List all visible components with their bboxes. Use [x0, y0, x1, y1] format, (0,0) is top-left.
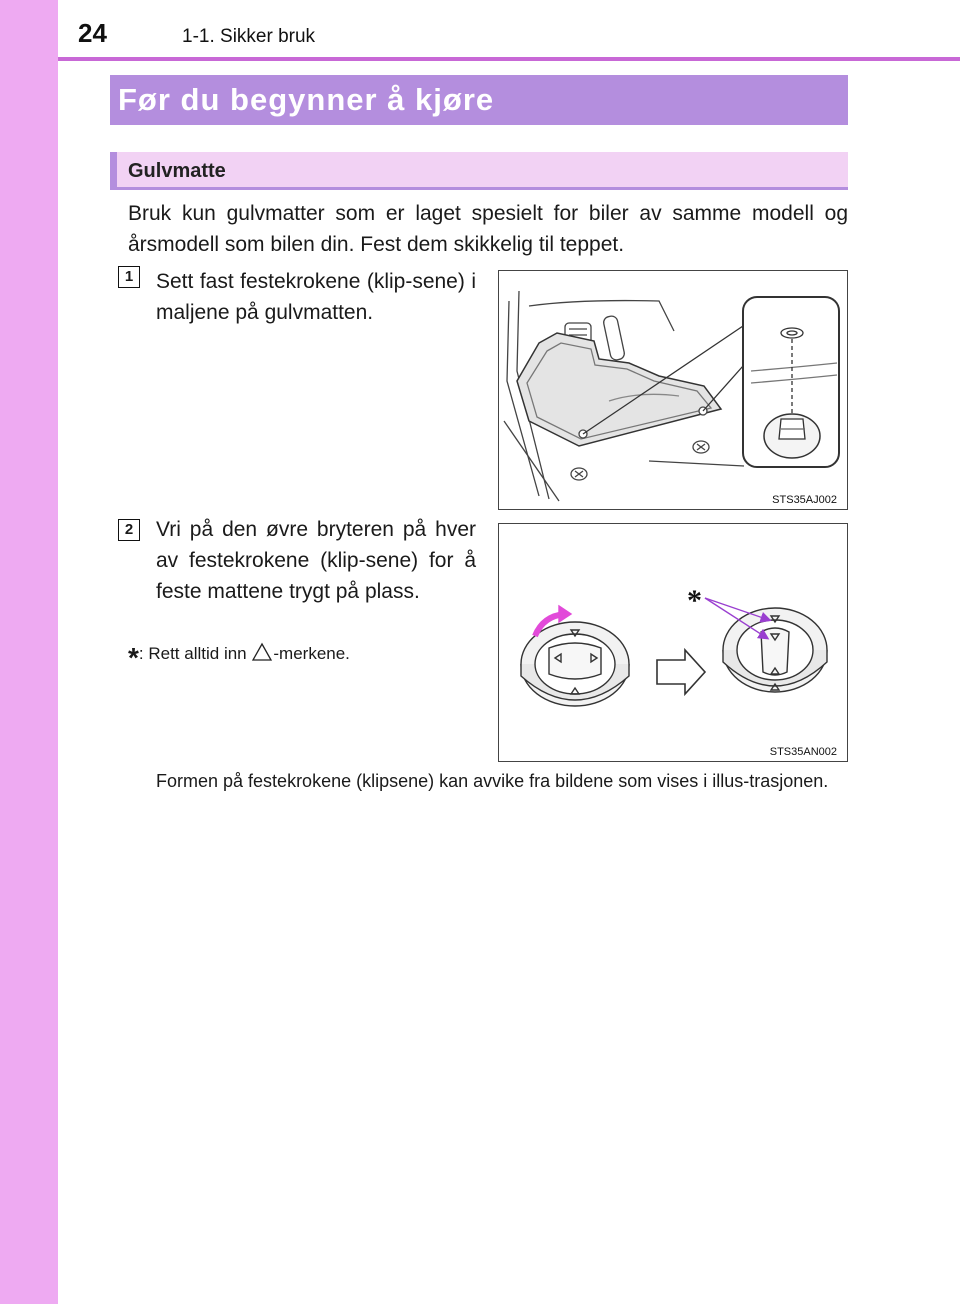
note-text-before: : Rett alltid inn: [138, 644, 247, 663]
triangle-mark-icon: [251, 642, 273, 662]
step-1-text: Sett fast festekrokene (klip-sene) i maljene på gulvmatten.: [156, 270, 476, 324]
note-text-after: -merkene.: [273, 644, 350, 663]
page-number: 24: [78, 18, 107, 48]
figure-2-asterisk: *: [687, 584, 702, 617]
side-tab-strip: [0, 0, 58, 1304]
intro-paragraph: Bruk kun gulvmatter som er laget spesielt for biler av samme modell og årsmodell som bilen din. Fest dem skikkelig til teppet.: [128, 202, 848, 256]
step-2-text: Vri på den øvre bryteren på hver av festekrokene (klip-sene) for å feste mattene trygt på plass.: [156, 518, 476, 603]
footnote-text: Formen på festekrokene (klipsene) kan avvike fra bildene som vises i illus-trasjonen.: [156, 771, 829, 791]
hook-rotation-illustration: [499, 524, 847, 761]
step-2-badge: 2: [118, 519, 140, 541]
page-title: Før du begynner å kjøre: [118, 82, 495, 117]
note-line: [128, 642, 350, 674]
subsection-title: Gulvmatte: [128, 160, 226, 182]
figure-2-code: STS35AN002: [769, 746, 837, 758]
header-rule: [58, 57, 960, 61]
subsection-accent: [110, 152, 117, 187]
floor-mat-illustration: [499, 271, 847, 509]
note-asterisk: *: [128, 642, 139, 673]
step-1-badge: 1: [118, 266, 140, 288]
figure-1-code: STS35AJ002: [772, 494, 837, 506]
figure-floor-mat: [498, 270, 848, 510]
figure-hook-rotation: [498, 523, 848, 762]
section-heading: 1-1. Sikker bruk: [182, 26, 316, 47]
